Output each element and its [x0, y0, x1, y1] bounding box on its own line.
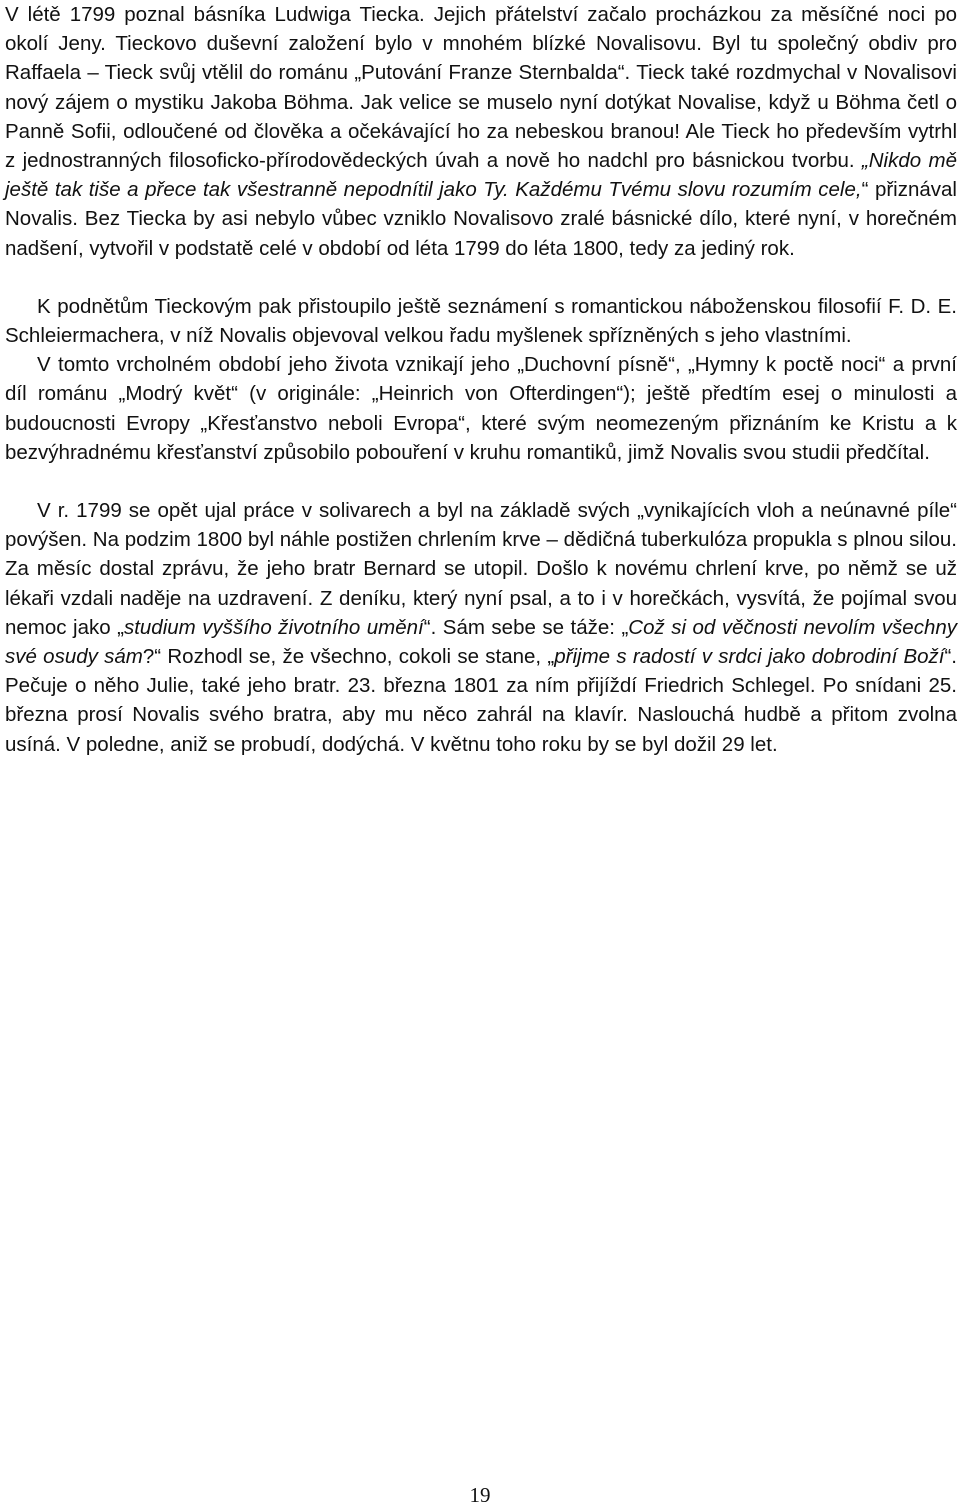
quote-italic: „Nikdo mě ještě tak tiše a přece tak všestranně nepodnítil jako Ty. Každému Tvému slovu rozumím cele,: [5, 149, 957, 202]
paragraph-schleiermacher: [5, 292, 957, 350]
text-run: V tomto vrcholném období jeho života vznikají jeho „Duchovní písně“, „Hymny k poctě noci“ a první díl románu „Modrý květ“ (v originále: „Heinrich von Ofterdingen“); ještě předtím esej o minulosti a budoucnosti Evropy „Křesťanstvo neboli Evropa“, které svým neomezeným přiznáním ke Kristu a k bezvýhradnému křesťanství způsobilo pobouření v kruhu romantiků, jimž Novalis svou studii předčítal.: [5, 353, 957, 464]
quote-italic: studium vyššího životního umění: [123, 615, 424, 639]
text-run: “. Sám sebe se táže: „: [423, 615, 629, 639]
page-number: 19: [469, 1483, 491, 1507]
document-page: [5, 0, 957, 759]
text-run: V létě 1799 poznal básníka Ludwiga Tiecka. Jejich přátelství začalo procházkou za měsíčné noci po okolí Jeny. Tieckovo duševní založení bylo v mnohém blízké Novalisovu. Byl tu společný obdiv pro Raffaela – Tieck svůj vtělil do románu „Putování Franze Sternbalda“. Tieck také rozdmychal v Novalisovi nový zájem o mystiku Jakoba Böhma. Jak velice se muselo nyní dotýkat Novalise, když u Böhma četl o Panně Sofii, odloučené od člověka a očekávající ho za nebeskou branou! Ale Tieck ho především vytrhl z jednostranných filosoficko-přírodovědeckých úvah a nově ho nadchl pro básnickou tvorbu.: [5, 3, 957, 173]
text-run: ?“ Rozhodl se, že všechno, cokoli se stane, „: [142, 645, 555, 669]
paragraph-illness-death: [5, 496, 957, 759]
text-run: K podnětům Tieckovým pak přistoupilo ještě seznámení s romantickou náboženskou filosofií F. D. E. Schleiermachera, v níž Novalis objevoval velkou řadu myšlenek spřízněných s jeho vlastními.: [5, 294, 957, 348]
paragraph-tieck: [5, 0, 957, 263]
paragraph-works: [5, 350, 957, 467]
quote-italic: Což si od věčnosti nevolím všechny své osudy sám: [5, 615, 958, 669]
quote-italic: přijme s radostí v srdci jako dobrodiní Boží: [554, 645, 945, 669]
text-run: “. Pečuje o něho Julie, také jeho bratr. 23. března 1801 za ním přijíždí Friedrich Schlegel. Po snídani 25. března prosí Novalis svého bratra, aby mu něco zahrál na klavír. Naslouchá hudbě a přitom zvolna usíná. V poledne, aniž se probudí, dodýchá. V květnu toho roku by se byl dožil 29 let.: [5, 645, 958, 756]
text-run: V r. 1799 se opět ujal práce v solivarech a byl na základě svých „vynikajících vloh a neúnavné píle“ povýšen. Na podzim 1800 byl náhle postižen chrlením krve – dědičná tuberkulóza propukla s plnou silou. Za měsíc dostal zprávu, že jeho bratr Bernard se utopil. Došlo k novému chrlení krve, po němž se už lékaři vzdali naděje na uzdravení. Z deníku, který nyní psal, a to i v horečkách, vysvítá, že pojímal svou nemoc jako „: [5, 499, 957, 639]
text-run: “ přiznával Novalis. Bez Tiecka by asi nebylo vůbec vzniklo Novalisovo zralé básnické dílo, které nyní, v horečném nadšení, vytvořil v podstatě celé v období od léta 1799 do léta 1800, tedy za jediný rok.: [5, 178, 957, 260]
